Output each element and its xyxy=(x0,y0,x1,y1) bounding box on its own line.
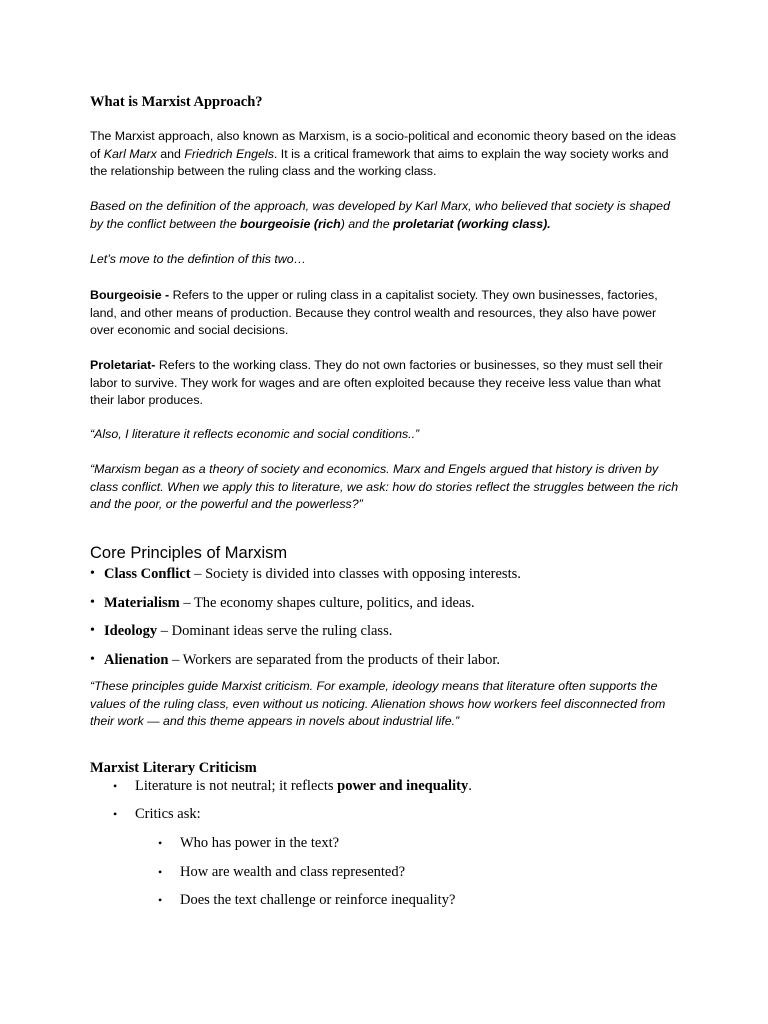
based-text-1: Based on the definition of the approach, was developed by Karl Marx, who believed that society is shaped by the conflict between the xyxy=(90,199,670,231)
bourgeoisie-text: Refers to the upper or ruling class in a capitalist society. They own businesses, factories, land, and other means of production. Because they control wealth and resources, they also have power over economic and social decisions. xyxy=(90,288,658,337)
principle-term: Alienation xyxy=(104,651,169,668)
karl-marx-name: Karl Marx xyxy=(103,146,157,161)
list-item xyxy=(90,863,680,892)
intro-text-1: The Marxist approach, also known as Marxism, is a socio-political and economic theory based on the ideas of xyxy=(90,129,677,161)
list-item xyxy=(90,594,680,623)
question-text: How are wealth and class represented? xyxy=(180,863,406,880)
intro-and: and xyxy=(156,146,185,161)
list-item xyxy=(90,622,680,651)
quote-also: “Also, I literature it reflects economic and social conditions..” xyxy=(90,427,420,441)
list-item xyxy=(90,834,680,863)
criticism-bold: power and inequality xyxy=(337,778,469,794)
bullet-icon: • xyxy=(90,594,95,610)
intro-paragraph xyxy=(90,128,680,181)
bourgeoisie-term: bourgeoisie (rich xyxy=(240,216,341,231)
criticism-text: Literature is not neutral; it reflects xyxy=(135,778,338,794)
based-text-2: ) and the xyxy=(340,216,394,231)
bourgeoisie-definition xyxy=(90,287,680,340)
list-item xyxy=(90,777,680,805)
proletariat-label: Proletariat- xyxy=(90,358,159,372)
question-text: Who has power in the text? xyxy=(180,835,340,851)
bullet-icon: • xyxy=(90,651,95,667)
quote-these-principles: “These principles guide Marxist criticism. For example, ideology means that literature often supports the values of the ruling class, even without us noticing. Alienation shows how workers feel disconnected from their work — and this theme appears in novels about industrial life.” xyxy=(90,679,666,728)
principle-text: – Dominant ideas serve the ruling class. xyxy=(157,623,393,639)
principle-term: Materialism xyxy=(104,594,180,611)
proletariat-definition xyxy=(90,357,680,410)
quote-marxism-began: “Marxism began as a theory of society and economics. Marx and Engels argued that history is driven by class conflict. When we apply this to literature, we ask: how do stories reflect the struggles between the rich and the poor, or the powerful and the powerless?” xyxy=(90,462,679,511)
list-item xyxy=(90,805,680,833)
question-text: Does the text challenge or reinforce inequality? xyxy=(180,892,456,908)
bullet-icon: • xyxy=(158,893,163,907)
proletariat-text: Refers to the working class. They do not own factories or businesses, so they must sell their labor to survive. They work for wages and are often exploited because they receive less value than what their labor produces. xyxy=(90,358,663,407)
principle-term: Class Conflict xyxy=(104,566,191,582)
principle-term: Ideology xyxy=(104,623,158,639)
proletariat-term: proletariat (working class). xyxy=(393,216,551,231)
list-item xyxy=(90,565,680,594)
criticism-text-end: . xyxy=(468,778,472,794)
heading-core-principles: Core Principles of Marxism xyxy=(90,544,288,562)
based-on-definition-paragraph xyxy=(90,198,680,233)
bullet-icon: • xyxy=(90,566,95,581)
criticism-list xyxy=(90,777,680,833)
bullet-icon: • xyxy=(113,807,118,821)
list-item xyxy=(90,891,680,920)
critic-questions-list xyxy=(90,834,680,920)
heading-what-is-marxist-approach: What is Marxist Approach? xyxy=(90,94,263,110)
friedrich-engels-name: Friedrich Engels xyxy=(184,146,274,161)
core-principles-list xyxy=(90,565,680,679)
intro-text-2: . It is a critical framework that aims to explain the way society works and the relationship between the ruling class and the working class. xyxy=(90,146,669,178)
heading-marxist-literary-criticism: Marxist Literary Criticism xyxy=(90,760,257,776)
bullet-icon: • xyxy=(90,623,95,638)
principle-text: – Workers are separated from the products of their labor. xyxy=(168,651,500,668)
bullet-icon: • xyxy=(158,864,163,879)
bourgeoisie-label: Bourgeoisie - xyxy=(90,288,173,302)
principle-text: – The economy shapes culture, politics, and ideas. xyxy=(179,594,475,611)
principle-text: – Society is divided into classes with opposing interests. xyxy=(190,566,521,582)
lets-move-paragraph: Let’s move to the defintion of this two… xyxy=(90,252,307,266)
bullet-icon: • xyxy=(158,836,163,850)
bullet-icon: • xyxy=(113,779,118,793)
list-item xyxy=(90,651,680,680)
criticism-text: Critics ask: xyxy=(135,806,201,822)
